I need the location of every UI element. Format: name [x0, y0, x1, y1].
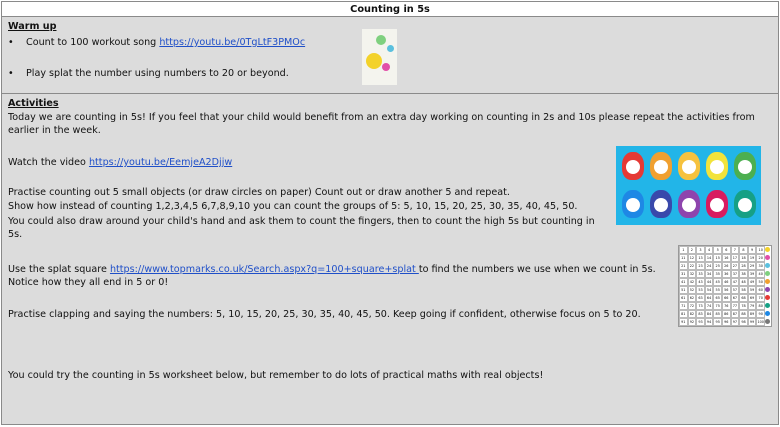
hand-icon: [706, 152, 728, 180]
grid-splat-marker: [765, 278, 771, 286]
bullet-marker: •: [8, 68, 14, 79]
splat-blob: [376, 35, 386, 45]
grid-cell: 44: [705, 278, 714, 286]
grid-cell: 80: [756, 302, 765, 310]
grid-cell: 71: [679, 302, 688, 310]
grid-cell: 79: [748, 302, 757, 310]
splat-square-link[interactable]: https://www.topmarks.co.uk/Search.aspx?q=100+square+splat: [109, 264, 419, 275]
grid-cell: 27: [731, 262, 740, 270]
grid-cell: 54: [705, 286, 714, 294]
activities-intro: Today we are counting in 5s! If you feel that your child would benefit from an extra day working on counting in 2s and 10s please repeat the activities from earlier in the week.: [8, 112, 755, 136]
grid-cell: 7: [731, 246, 740, 254]
lesson-sheet: [1, 1, 779, 425]
grid-cell: 40: [756, 270, 765, 278]
warm-up-section: [2, 17, 778, 94]
hand-icon: [678, 152, 700, 180]
hand-icon: [678, 190, 700, 218]
grid-cell: 30: [756, 262, 765, 270]
grid-cell: 70: [756, 294, 765, 302]
grid-cell: 57: [731, 286, 740, 294]
grid-cell: 25: [713, 262, 722, 270]
grid-cell: 59: [748, 286, 757, 294]
grid-splat-marker: [765, 286, 771, 294]
grid-cell: 86: [722, 310, 731, 318]
grid-cell: 42: [688, 278, 697, 286]
grid-cell: 56: [722, 286, 731, 294]
grid-cell: 58: [739, 286, 748, 294]
grid-splat-marker: [765, 246, 771, 254]
grid-cell: 19: [748, 254, 757, 262]
grid-cell: 16: [722, 254, 731, 262]
grid-cell: 100: [757, 320, 764, 324]
grid-cell: 32: [688, 270, 697, 278]
splat-dot-icon: [765, 279, 770, 284]
grid-cell: 49: [748, 278, 757, 286]
splat-dot-icon: [765, 319, 770, 324]
activities-heading: Activities: [8, 98, 59, 109]
grid-cell: 22: [688, 262, 697, 270]
grid-cell: 83: [696, 310, 705, 318]
grid-cell: 53: [696, 286, 705, 294]
grid-cell: 51: [679, 286, 688, 294]
grid-cell: 29: [748, 262, 757, 270]
splat-dot-icon: [765, 303, 770, 308]
grid-cell: 28: [739, 262, 748, 270]
hand-icon: [734, 152, 756, 180]
grid-cell: 14: [705, 254, 714, 262]
grid-cell: 55: [713, 286, 722, 294]
grid-cell: 8: [739, 246, 748, 254]
grid-cell: 23: [696, 262, 705, 270]
grid-cell: 87: [731, 310, 740, 318]
grid-cell: 50: [756, 278, 765, 286]
grid-cell: 82: [688, 310, 697, 318]
grid-splat-marker: [765, 254, 771, 262]
hand-icon: [650, 152, 672, 180]
grid-cell: 81: [679, 310, 688, 318]
grid-cell: 64: [705, 294, 714, 302]
grid-cell: 10: [756, 246, 765, 254]
grid-cell: 88: [739, 310, 748, 318]
grid-cell: 63: [696, 294, 705, 302]
grid-cell: 66: [722, 294, 731, 302]
counting-hands-image: [616, 146, 761, 225]
grid-cell: 20: [756, 254, 765, 262]
grid-cell: 85: [713, 310, 722, 318]
splat-dot-icon: [765, 287, 770, 292]
workout-song-link[interactable]: https://youtu.be/0TgLtF3PMOc: [159, 37, 306, 48]
grid-splat-marker: [765, 294, 771, 302]
practise-objects-line-1: Practise counting out 5 small objects (or draw circles on paper) Count out or draw another 5 and repeat.: [8, 187, 510, 198]
grid-cell: 24: [705, 262, 714, 270]
grid-cell: 35: [713, 270, 722, 278]
page-title: Counting in 5s: [2, 2, 778, 17]
grid-cell: 52: [688, 286, 697, 294]
splat-dot-icon: [765, 255, 770, 260]
clapping-paragraph: Practise clapping and saying the numbers: 5, 10, 15, 20, 25, 30, 35, 40, 45, 50. Keep going if confident, otherwise focus on 5 to 20.: [8, 309, 641, 320]
grid-cell: 5: [713, 246, 722, 254]
practise-objects-line-3: You could also draw around your child's hand and ask them to count the fingers, then to count the high 5s but counting in 5s.: [8, 216, 595, 240]
grid-cell: 6: [722, 246, 731, 254]
grid-cell: 13: [696, 254, 705, 262]
hand-icon: [734, 190, 756, 218]
counting-video-link[interactable]: https://youtu.be/EemjeA2Djjw: [88, 157, 233, 168]
grid-cell: 67: [731, 294, 740, 302]
grid-cell: 43: [696, 278, 705, 286]
grid-cell: 75: [713, 302, 722, 310]
splat-blob: [387, 45, 394, 52]
hand-icon: [706, 190, 728, 218]
grid-cell: 15: [713, 254, 722, 262]
warm-up-item-splat: [8, 68, 289, 79]
grid-splat-marker: [765, 302, 771, 310]
grid-cell: 90: [756, 310, 765, 318]
grid-cell: 62: [688, 294, 697, 302]
grid-cell: 68: [739, 294, 748, 302]
grid-cell: 38: [739, 270, 748, 278]
warm-up-item-song: [8, 37, 305, 48]
grid-cell: 78: [739, 302, 748, 310]
practise-objects-line-2: Show how instead of counting 1,2,3,4,5 6,7,8,9,10 you can count the groups of 5: 5, 10, 15, 20, 25, 30, 35, 40, 45, 50.: [8, 201, 578, 212]
grid-cell: 36: [722, 270, 731, 278]
grid-cell: 18: [739, 254, 748, 262]
grid-cell: 91: [679, 318, 688, 326]
splat-blob: [382, 63, 390, 71]
grid-cell: 72: [688, 302, 697, 310]
grid-splat-marker: [765, 270, 771, 278]
grid-cell: 74: [705, 302, 714, 310]
grid-splat-marker: [765, 310, 771, 318]
splat-blob: [366, 53, 382, 69]
grid-cell: 94: [705, 318, 714, 326]
splat-prefix: Use the splat square: [8, 264, 110, 275]
hand-icon: [650, 190, 672, 218]
grid-splat-marker: [765, 262, 771, 270]
activities-section: [2, 95, 778, 424]
grid-cell: 37: [731, 270, 740, 278]
grid-cell: 46: [722, 278, 731, 286]
grid-cell: 97: [731, 318, 740, 326]
splat-game-image: [362, 29, 397, 85]
grid-cell: 92: [688, 318, 697, 326]
grid-cell: 17: [731, 254, 740, 262]
bullet-marker: •: [8, 37, 14, 48]
grid-cell: 12: [688, 254, 697, 262]
grid-cell: 89: [748, 310, 757, 318]
warm-up-heading: Warm up: [8, 21, 57, 32]
splat-dot-icon: [765, 295, 770, 300]
grid-cell: 99: [748, 318, 757, 326]
grid-cell: 65: [713, 294, 722, 302]
splat-dot-icon: [765, 263, 770, 268]
grid-cell: 98: [739, 318, 748, 326]
splat-dot-icon: [765, 247, 770, 252]
grid-cell: 45: [713, 278, 722, 286]
watch-video-label: Watch the video: [8, 157, 89, 168]
hundred-square-image: [678, 245, 772, 327]
grid-cell: 31: [679, 270, 688, 278]
grid-cell: 3: [696, 246, 705, 254]
hand-icon: [622, 152, 644, 180]
hand-icon: [622, 190, 644, 218]
grid-cell: 47: [731, 278, 740, 286]
grid-cell: 39: [748, 270, 757, 278]
grid-cell: 4: [705, 246, 714, 254]
grid-cell: 48: [739, 278, 748, 286]
grid-cell: 76: [722, 302, 731, 310]
splat-suffix: to find the numbers we use when we count in 5s. Notice how they all end in 5 or 0!: [8, 264, 656, 288]
grid-cell: 60: [756, 286, 765, 294]
grid-cell: 33: [696, 270, 705, 278]
splat-dot-icon: [765, 311, 770, 316]
splat-dot-icon: [765, 271, 770, 276]
watch-video-line: [8, 157, 232, 168]
grid-cell: 11: [679, 254, 688, 262]
grid-cell: 26: [722, 262, 731, 270]
warm-up-item-text: Count to 100 workout song: [26, 37, 160, 48]
grid-splat-marker: [765, 318, 771, 326]
grid-cell: 9: [748, 246, 757, 254]
grid-cell: 41: [679, 278, 688, 286]
grid-cell: 34: [705, 270, 714, 278]
grid-cell: 95: [713, 318, 722, 326]
grid-cell: 84: [705, 310, 714, 318]
grid-cell: 77: [731, 302, 740, 310]
grid-cell: 1: [679, 246, 688, 254]
grid-cell: 93: [696, 318, 705, 326]
grid-cell: 61: [679, 294, 688, 302]
grid-cell: 96: [722, 318, 731, 326]
grid-cell: 69: [748, 294, 757, 302]
splat-square-paragraph: [8, 263, 668, 289]
grid-cell: 21: [679, 262, 688, 270]
grid-cell: 73: [696, 302, 705, 310]
grid-cell: 2: [688, 246, 697, 254]
worksheet-line: You could try the counting in 5s worksheet below, but remember to do lots of practical maths with real objects!: [8, 370, 544, 381]
warm-up-item-text: Play splat the number using numbers to 20 or beyond.: [26, 68, 289, 79]
